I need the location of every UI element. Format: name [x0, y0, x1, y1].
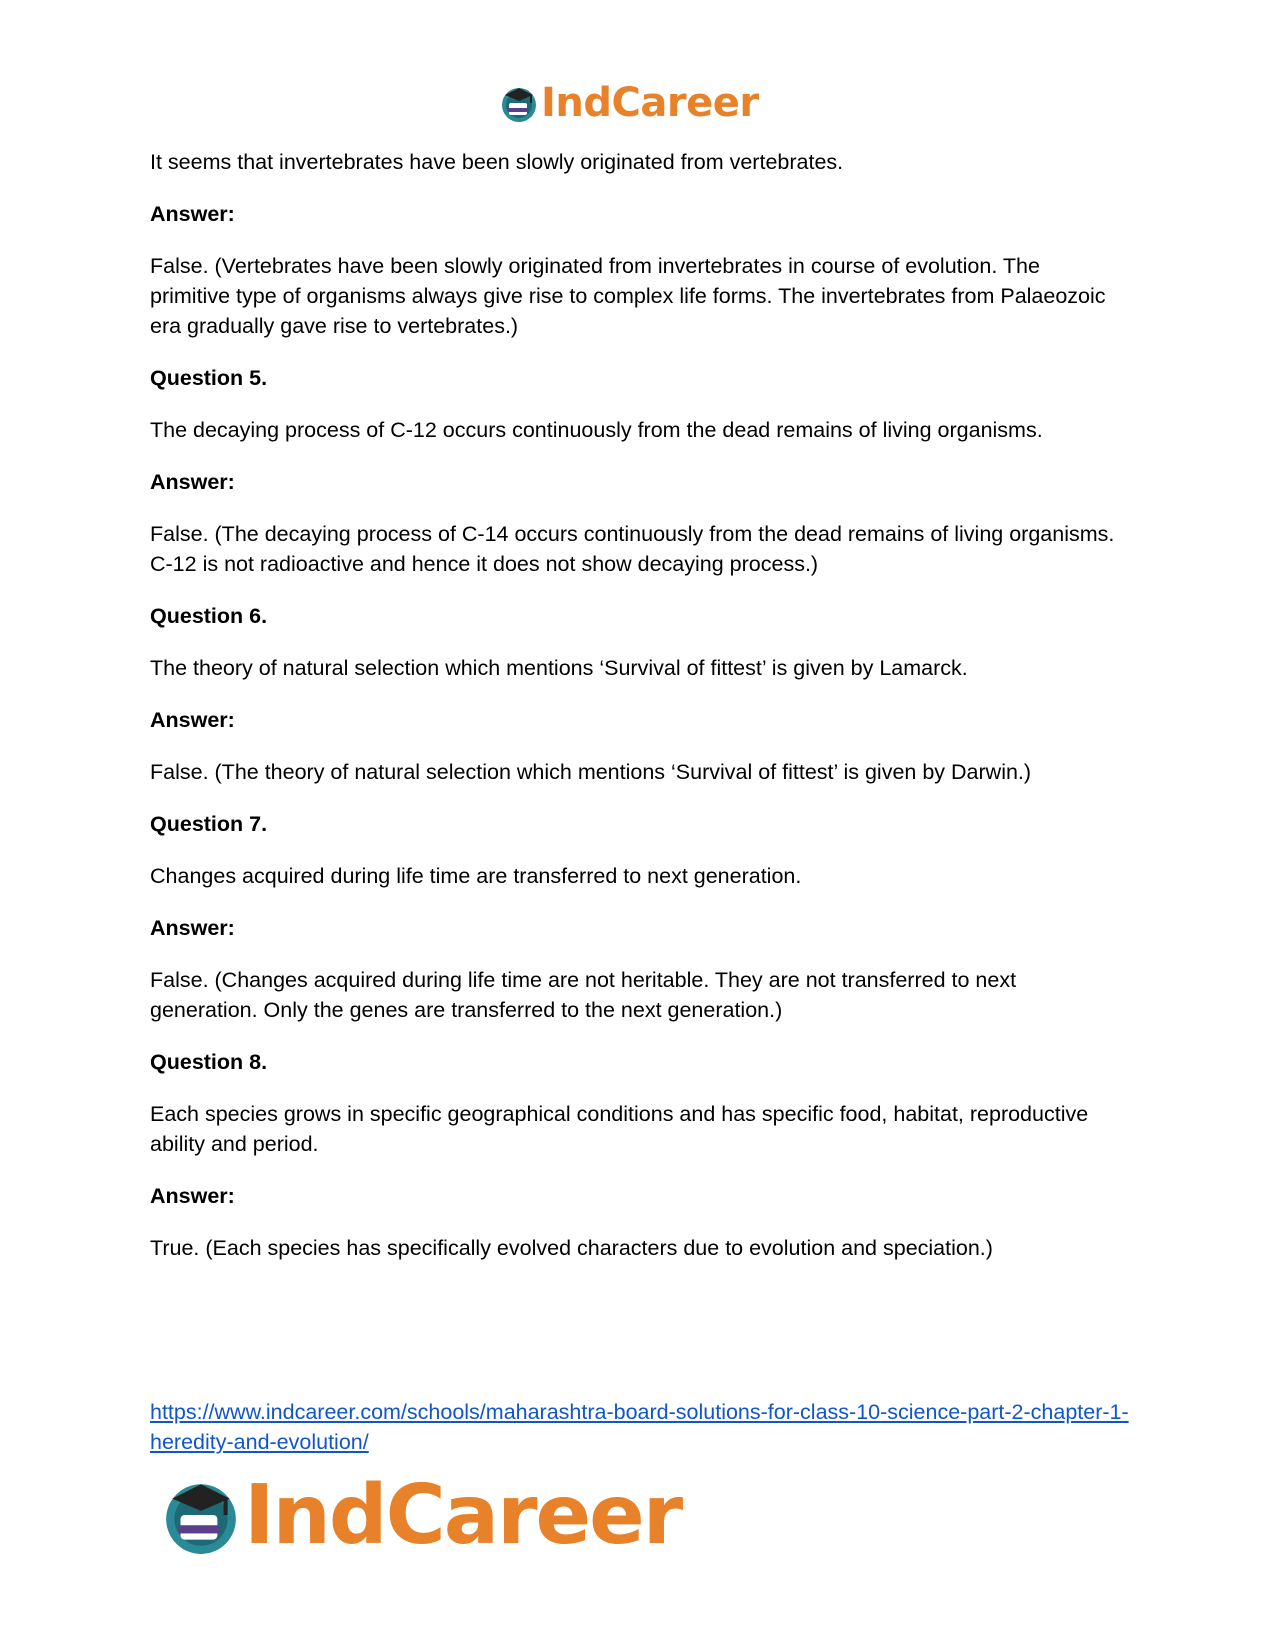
answer-text: False. (The decaying process of C-14 occurs continuously from the dead remains of living organisms. C-12 is not radioactive and hence it does not show decaying process.) — [150, 522, 1115, 576]
answer-label: Answer: — [150, 202, 235, 226]
answer-label: Answer: — [150, 1184, 235, 1208]
answer-text: True. (Each species has specifically evolved characters due to evolution and speciation.) — [150, 1236, 993, 1260]
question-label: Question 6. — [150, 604, 268, 628]
answer-text: False. (Vertebrates have been slowly originated from invertebrates in course of evolution. The primitive type of organisms always give rise to complex life forms. The invertebrates from Palaeozoic era gradually gave rise to vertebrates.) — [150, 254, 1106, 338]
question-label: Question 7. — [150, 812, 268, 836]
graduation-globe-icon — [499, 83, 539, 123]
header-logo — [499, 78, 759, 128]
question-label: Question 8. — [150, 1050, 268, 1074]
question-label: Question 5. — [150, 366, 268, 390]
footer-logo — [160, 1467, 682, 1563]
question-text: The theory of natural selection which mentions ‘Survival of fittest’ is given by Lamarck. — [150, 656, 968, 680]
answer-text: False. (The theory of natural selection which mentions ‘Survival of fittest’ is given by Darwin.) — [150, 760, 1032, 784]
question-text: Each species grows in specific geographical conditions and has specific food, habitat, reproductive ability and period. — [150, 1102, 1089, 1156]
footer-url-block — [150, 1397, 1140, 1457]
answer-label: Answer: — [150, 708, 235, 732]
answer-label: Answer: — [150, 470, 235, 494]
statement-text: It seems that invertebrates have been slowly originated from vertebrates. — [150, 150, 844, 174]
graduation-globe-icon — [160, 1474, 242, 1556]
source-link[interactable]: https://www.indcareer.com/schools/maharashtra-board-solutions-for-class-10-science-part-2-chapter-1-heredity-and-evolution/ — [150, 1400, 1129, 1454]
question-text: Changes acquired during life time are transferred to next generation. — [150, 864, 802, 888]
question-text: The decaying process of C-12 occurs continuously from the dead remains of living organisms. — [150, 418, 1043, 442]
answer-label: Answer: — [150, 916, 235, 940]
footer-logo-text: IndCareer — [244, 1467, 682, 1563]
document-body — [150, 147, 1125, 1263]
header-logo-text: IndCareer — [541, 80, 759, 126]
answer-text: False. (Changes acquired during life time are not heritable. They are not transferred to next generation. Only the genes are transferred to the next generation.) — [150, 968, 1017, 1022]
